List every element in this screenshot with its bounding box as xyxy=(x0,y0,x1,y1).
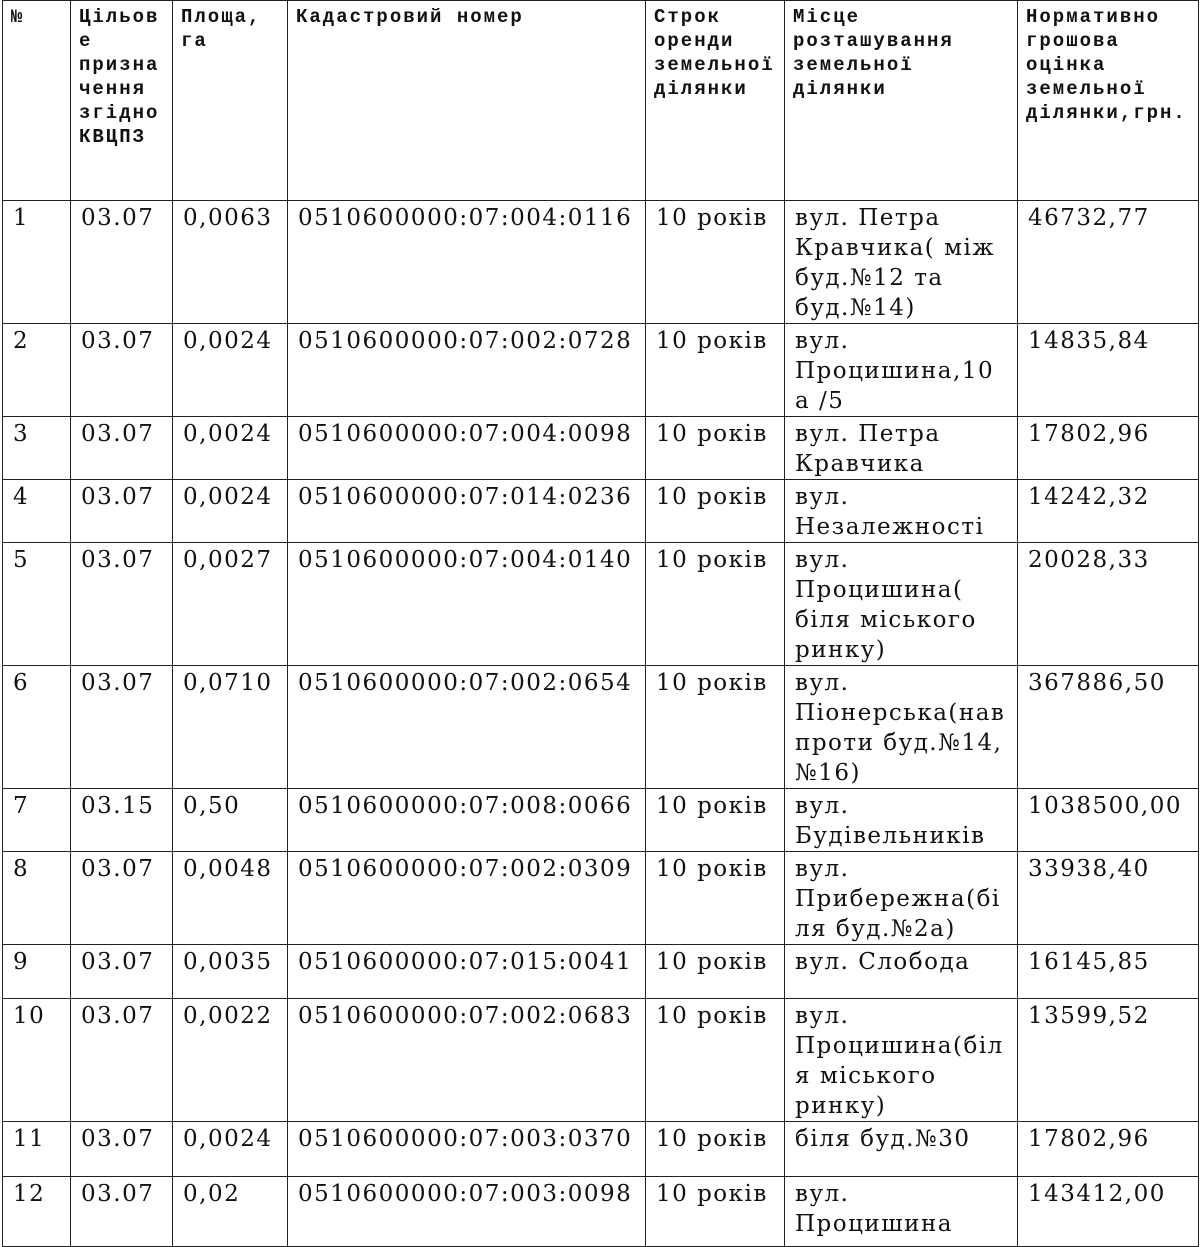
table-header-row xyxy=(3,1,1199,201)
cell-cadastral-number: 0510600000:07:002:0683 xyxy=(288,999,646,1122)
cell-area: 0,0048 xyxy=(173,852,288,945)
cell-lease-term: 10 років xyxy=(646,852,785,945)
cell-number: 4 xyxy=(3,480,71,543)
table-row xyxy=(3,417,1199,480)
cell-cadastral-number: 0510600000:07:004:0098 xyxy=(288,417,646,480)
cell-purpose: 03.07 xyxy=(71,945,173,999)
cell-number: 8 xyxy=(3,852,71,945)
cell-number: 11 xyxy=(3,1122,71,1177)
cell-location: вул. Процишина(біля міського ринку) xyxy=(785,999,1018,1122)
cell-area: 0,02 xyxy=(173,1177,288,1247)
cell-location: вул. Піонерська(навпроти буд.№14, №16) xyxy=(785,666,1018,789)
cell-area: 0,0710 xyxy=(173,666,288,789)
cell-cadastral-number: 0510600000:07:015:0041 xyxy=(288,945,646,999)
cell-valuation: 1038500,00 xyxy=(1018,789,1199,852)
header-purpose: Цільове призначення згідно КВЦПЗ xyxy=(71,1,173,201)
header-area: Площа, га xyxy=(173,1,288,201)
cell-number: 5 xyxy=(3,543,71,666)
cell-purpose: 03.07 xyxy=(71,1177,173,1247)
table-row xyxy=(3,789,1199,852)
cell-purpose: 03.07 xyxy=(71,666,173,789)
cell-cadastral-number: 0510600000:07:003:0098 xyxy=(288,1177,646,1247)
cell-number: 1 xyxy=(3,201,71,324)
cell-area: 0,0024 xyxy=(173,480,288,543)
cell-area: 0,0024 xyxy=(173,417,288,480)
land-plots-table xyxy=(2,0,1199,1247)
cell-purpose: 03.15 xyxy=(71,789,173,852)
table-row xyxy=(3,852,1199,945)
cell-area: 0,0027 xyxy=(173,543,288,666)
table-row xyxy=(3,945,1199,999)
header-cadastral-number: Кадастровий номер xyxy=(288,1,646,201)
cell-cadastral-number: 0510600000:07:002:0309 xyxy=(288,852,646,945)
cell-cadastral-number: 0510600000:07:014:0236 xyxy=(288,480,646,543)
cell-valuation: 13599,52 xyxy=(1018,999,1199,1122)
cell-cadastral-number: 0510600000:07:003:0370 xyxy=(288,1122,646,1177)
cell-purpose: 03.07 xyxy=(71,201,173,324)
cell-purpose: 03.07 xyxy=(71,324,173,417)
cell-number: 12 xyxy=(3,1177,71,1247)
cell-lease-term: 10 років xyxy=(646,480,785,543)
cell-number: 3 xyxy=(3,417,71,480)
cell-valuation: 143412,00 xyxy=(1018,1177,1199,1247)
cell-area: 0,0063 xyxy=(173,201,288,324)
cell-location: вул. Петра Кравчика( між буд.№12 та буд.№14) xyxy=(785,201,1018,324)
cell-location: вул. Процишина xyxy=(785,1177,1018,1247)
cell-location: біля буд.№30 xyxy=(785,1122,1018,1177)
table-row xyxy=(3,324,1199,417)
cell-valuation: 14242,32 xyxy=(1018,480,1199,543)
cell-purpose: 03.07 xyxy=(71,480,173,543)
cell-lease-term: 10 років xyxy=(646,999,785,1122)
cell-valuation: 17802,96 xyxy=(1018,1122,1199,1177)
header-valuation: Нормативно грошова оцінка земельної ділянки,грн. xyxy=(1018,1,1199,201)
cell-location: вул. Петра Кравчика xyxy=(785,417,1018,480)
cell-number: 6 xyxy=(3,666,71,789)
cell-number: 9 xyxy=(3,945,71,999)
cell-location: вул. Процишина,10а /5 xyxy=(785,324,1018,417)
cell-number: 7 xyxy=(3,789,71,852)
cell-valuation: 33938,40 xyxy=(1018,852,1199,945)
cell-location: вул. Процишина( біля міського ринку) xyxy=(785,543,1018,666)
cell-cadastral-number: 0510600000:07:004:0140 xyxy=(288,543,646,666)
cell-lease-term: 10 років xyxy=(646,666,785,789)
cell-purpose: 03.07 xyxy=(71,1122,173,1177)
cell-area: 0,50 xyxy=(173,789,288,852)
cell-valuation: 16145,85 xyxy=(1018,945,1199,999)
cell-purpose: 03.07 xyxy=(71,543,173,666)
cell-cadastral-number: 0510600000:07:008:0066 xyxy=(288,789,646,852)
table-row xyxy=(3,543,1199,666)
cell-area: 0,0022 xyxy=(173,999,288,1122)
table-row xyxy=(3,1177,1199,1247)
table-row xyxy=(3,201,1199,324)
cell-area: 0,0024 xyxy=(173,1122,288,1177)
cell-valuation: 17802,96 xyxy=(1018,417,1199,480)
cell-lease-term: 10 років xyxy=(646,789,785,852)
cell-purpose: 03.07 xyxy=(71,417,173,480)
cell-lease-term: 10 років xyxy=(646,945,785,999)
cell-location: вул. Слобода xyxy=(785,945,1018,999)
cell-lease-term: 10 років xyxy=(646,1122,785,1177)
header-number: № xyxy=(3,1,71,201)
cell-valuation: 367886,50 xyxy=(1018,666,1199,789)
cell-number: 10 xyxy=(3,999,71,1122)
cell-valuation: 14835,84 xyxy=(1018,324,1199,417)
table-row xyxy=(3,999,1199,1122)
header-location: Місце розташування земельної ділянки xyxy=(785,1,1018,201)
cell-number: 2 xyxy=(3,324,71,417)
cell-cadastral-number: 0510600000:07:002:0654 xyxy=(288,666,646,789)
cell-purpose: 03.07 xyxy=(71,999,173,1122)
table-row xyxy=(3,480,1199,543)
table-row xyxy=(3,666,1199,789)
cell-lease-term: 10 років xyxy=(646,201,785,324)
cell-lease-term: 10 років xyxy=(646,324,785,417)
cell-cadastral-number: 0510600000:07:004:0116 xyxy=(288,201,646,324)
cell-cadastral-number: 0510600000:07:002:0728 xyxy=(288,324,646,417)
table-row xyxy=(3,1122,1199,1177)
cell-location: вул. Незалежності xyxy=(785,480,1018,543)
cell-lease-term: 10 років xyxy=(646,543,785,666)
cell-area: 0,0024 xyxy=(173,324,288,417)
cell-valuation: 20028,33 xyxy=(1018,543,1199,666)
cell-lease-term: 10 років xyxy=(646,1177,785,1247)
cell-lease-term: 10 років xyxy=(646,417,785,480)
cell-location: вул. Будівельників xyxy=(785,789,1018,852)
cell-location: вул. Прибережна(біля буд.№2а) xyxy=(785,852,1018,945)
cell-purpose: 03.07 xyxy=(71,852,173,945)
header-lease-term: Строк оренди земельної ділянки xyxy=(646,1,785,201)
cell-area: 0,0035 xyxy=(173,945,288,999)
cell-valuation: 46732,77 xyxy=(1018,201,1199,324)
